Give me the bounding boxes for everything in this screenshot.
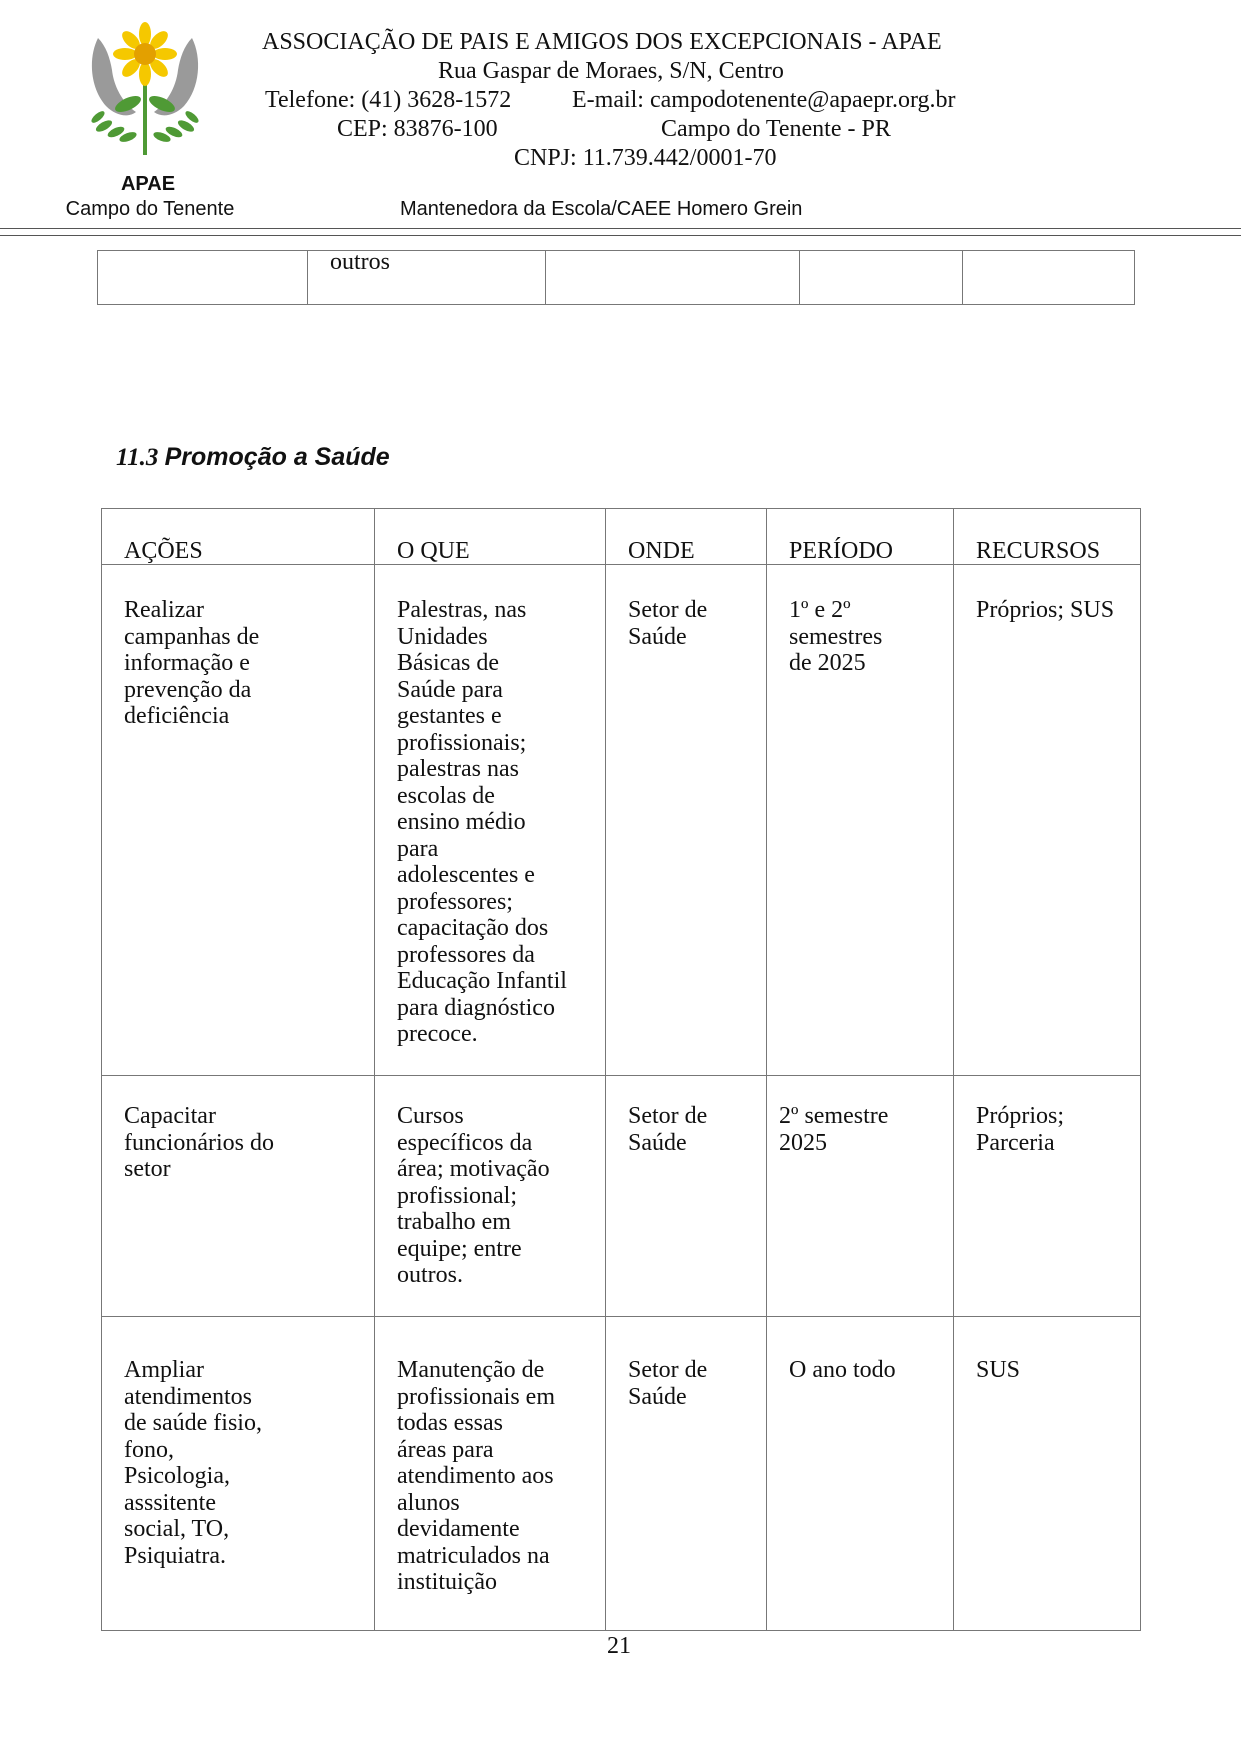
logo-city: Campo do Tenente <box>65 198 235 220</box>
column-header-recursos: RECURSOS <box>954 509 1141 565</box>
column-header-onde: ONDE <box>606 509 767 565</box>
table-cell <box>800 251 963 305</box>
cell-onde: Setor de Saúde <box>606 1317 767 1631</box>
cell-acoes: Realizar campanhas de informação e prevenção da deficiência <box>102 565 375 1076</box>
cell-acoes: Capacitar funcionários do setor <box>102 1076 375 1317</box>
maintainer-line: Mantenedora da Escola/CAEE Homero Grein <box>400 198 803 220</box>
association-address: Rua Gaspar de Moraes, S/N, Centro <box>438 58 784 84</box>
table-cell: outros <box>308 251 546 305</box>
cell-periodo: O ano todo <box>767 1317 954 1631</box>
cell-acoes: Ampliar atendimentos de saúde fisio, fono, Psicologia, asssitente social, TO, Psiquiatra. <box>102 1317 375 1631</box>
table-row <box>98 251 1135 305</box>
health-promotion-table <box>101 508 1141 1631</box>
cell-periodo: 1º e 2º semestres de 2025 <box>767 565 954 1076</box>
cell-onde: Setor de Saúde <box>606 565 767 1076</box>
cell-periodo: 2º semestre 2025 <box>767 1076 954 1317</box>
previous-table-continuation <box>97 250 1135 305</box>
cell-recursos: SUS <box>954 1317 1141 1631</box>
table-cell <box>963 251 1135 305</box>
table-header-row <box>102 509 1141 565</box>
table-row <box>102 565 1141 1076</box>
association-email: E-mail: campodotenente@apaepr.org.br <box>572 87 956 113</box>
apae-sunflower-hands-logo-icon <box>84 18 206 158</box>
column-header-acoes: AÇÕES <box>102 509 375 565</box>
column-header-o-que: O QUE <box>375 509 606 565</box>
table-row <box>102 1317 1141 1631</box>
association-city-state: Campo do Tenente - PR <box>661 116 891 142</box>
association-phone: Telefone: (41) 3628-1572 <box>265 87 512 113</box>
column-header-periodo: PERÍODO <box>767 509 954 565</box>
section-number: 11.3 <box>116 444 159 471</box>
header-separator <box>0 228 1241 236</box>
cell-recursos: Próprios; Parceria <box>954 1076 1141 1317</box>
cell-o-que: Manutenção de profissionais em todas essas áreas para atendimento aos alunos devidamente matriculados na instituição <box>375 1317 606 1631</box>
association-cnpj: CNPJ: 11.739.442/0001-70 <box>514 145 777 171</box>
association-title: ASSOCIAÇÃO DE PAIS E AMIGOS DOS EXCEPCIONAIS - APAE <box>262 29 942 55</box>
association-cep: CEP: 83876-100 <box>337 116 498 142</box>
cell-o-que: Cursos específicos da área; motivação profissional; trabalho em equipe; entre outros. <box>375 1076 606 1317</box>
page-number: 21 <box>607 1633 631 1659</box>
section-heading <box>116 443 390 472</box>
cell-onde: Setor de Saúde <box>606 1076 767 1317</box>
cell-recursos: Próprios; SUS <box>954 565 1141 1076</box>
table-cell <box>546 251 800 305</box>
table-cell <box>98 251 308 305</box>
section-title: Promoção a Saúde <box>164 443 390 471</box>
table-row <box>102 1076 1141 1317</box>
logo-name: APAE <box>120 173 176 195</box>
cell-o-que: Palestras, nas Unidades Básicas de Saúde para gestantes e profissionais; palestras nas escolas de ensino médio para adolescentes e professores; capacitação dos professores da Educação Infantil para diagnóstico precoce. <box>375 565 606 1076</box>
